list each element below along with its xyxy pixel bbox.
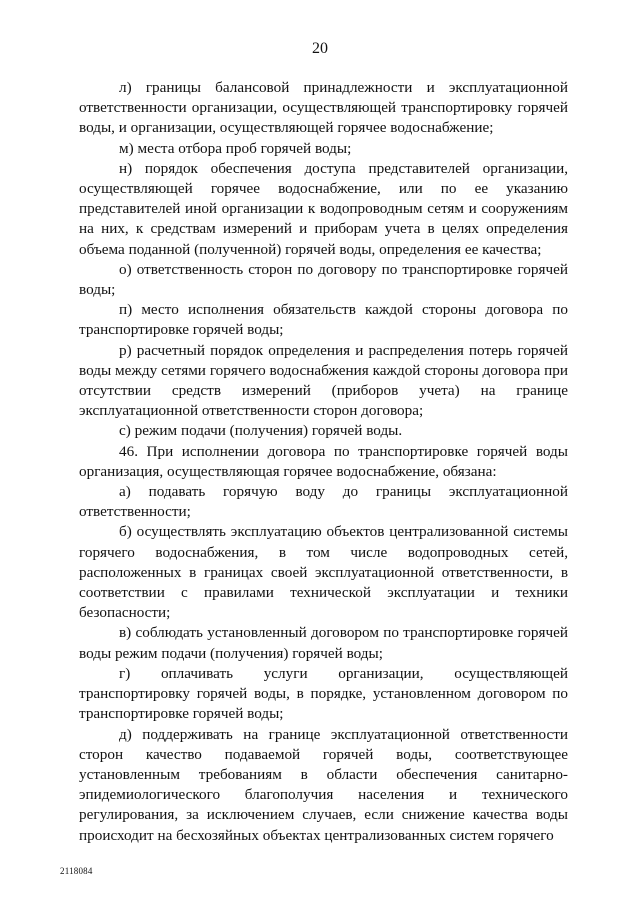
paragraph-b: б) осуществлять эксплуатацию объектов централизованной системы горячего водоснабжения, в том числе водопроводных сетей, расположенных в границах своей эксплуатационной ответственности, в соответствии с правилами технической эксплуатации и техники безопасности; <box>79 523 568 622</box>
paragraph-m: м) места отбора проб горячей воды; <box>119 139 352 157</box>
paragraph-d: д) поддерживать на границе эксплуатационной ответственности сторон качество подаваемой горячей воды, соответствующее установленным требованиям в области обеспечения санитарно-эпидемиологического благополучия населения и технического регулирования, за исключением случаев, если снижение качества воды происходит на бесхозяйных объектах централизованных систем горячего <box>79 725 568 844</box>
paragraph-o: о) ответственность сторон по договору по транспортировке горячей воды; <box>79 260 568 299</box>
document-body <box>79 78 568 846</box>
document-code: 2118084 <box>60 866 93 876</box>
paragraph-r: р) расчетный порядок определения и распределения потерь горячей воды между сетями горячего водоснабжения каждой стороны договора при отсутствии средств измерений (приборов учета) на границе эксплуатационной ответственности сторон договора; <box>79 341 568 420</box>
paragraph-v: в) соблюдать установленный договором по транспортировке горячей воды режим подачи (получения) горячей воды; <box>79 624 568 662</box>
paragraph-46: 46. При исполнении договора по транспортировке горячей воды организация, осуществляющая горячее водоснабжение, обязана: <box>79 442 568 480</box>
paragraph-n: н) порядок обеспечения доступа представителей организации, осуществляющей горячее водоснабжение, или по ее указанию представителей иной организации к водопроводным сетям и сооружениям на них, к средствам измерений и приборам учета в целях определения объема поданной (полученной) горячей воды, определения ее качества; <box>79 159 568 258</box>
paragraph-g: г) оплачивать услуги организации, осуществляющей транспортировку горячей воды, в порядке, установленном договором по транспортировке горячей воды; <box>79 664 568 723</box>
paragraph-p: п) место исполнения обязательств каждой стороны договора по транспортировке горячей воды; <box>79 301 568 339</box>
page-number: 20 <box>312 40 328 57</box>
paragraph-l: л) границы балансовой принадлежности и эксплуатационной ответственности организации, осуществляющей транспортировку горячей воды, и организации, осуществляющей горячее водоснабжение; <box>79 79 568 137</box>
paragraph-a: а) подавать горячую воду до границы эксплуатационной ответственности; <box>79 483 568 521</box>
paragraph-s: с) режим подачи (получения) горячей воды. <box>119 422 403 440</box>
